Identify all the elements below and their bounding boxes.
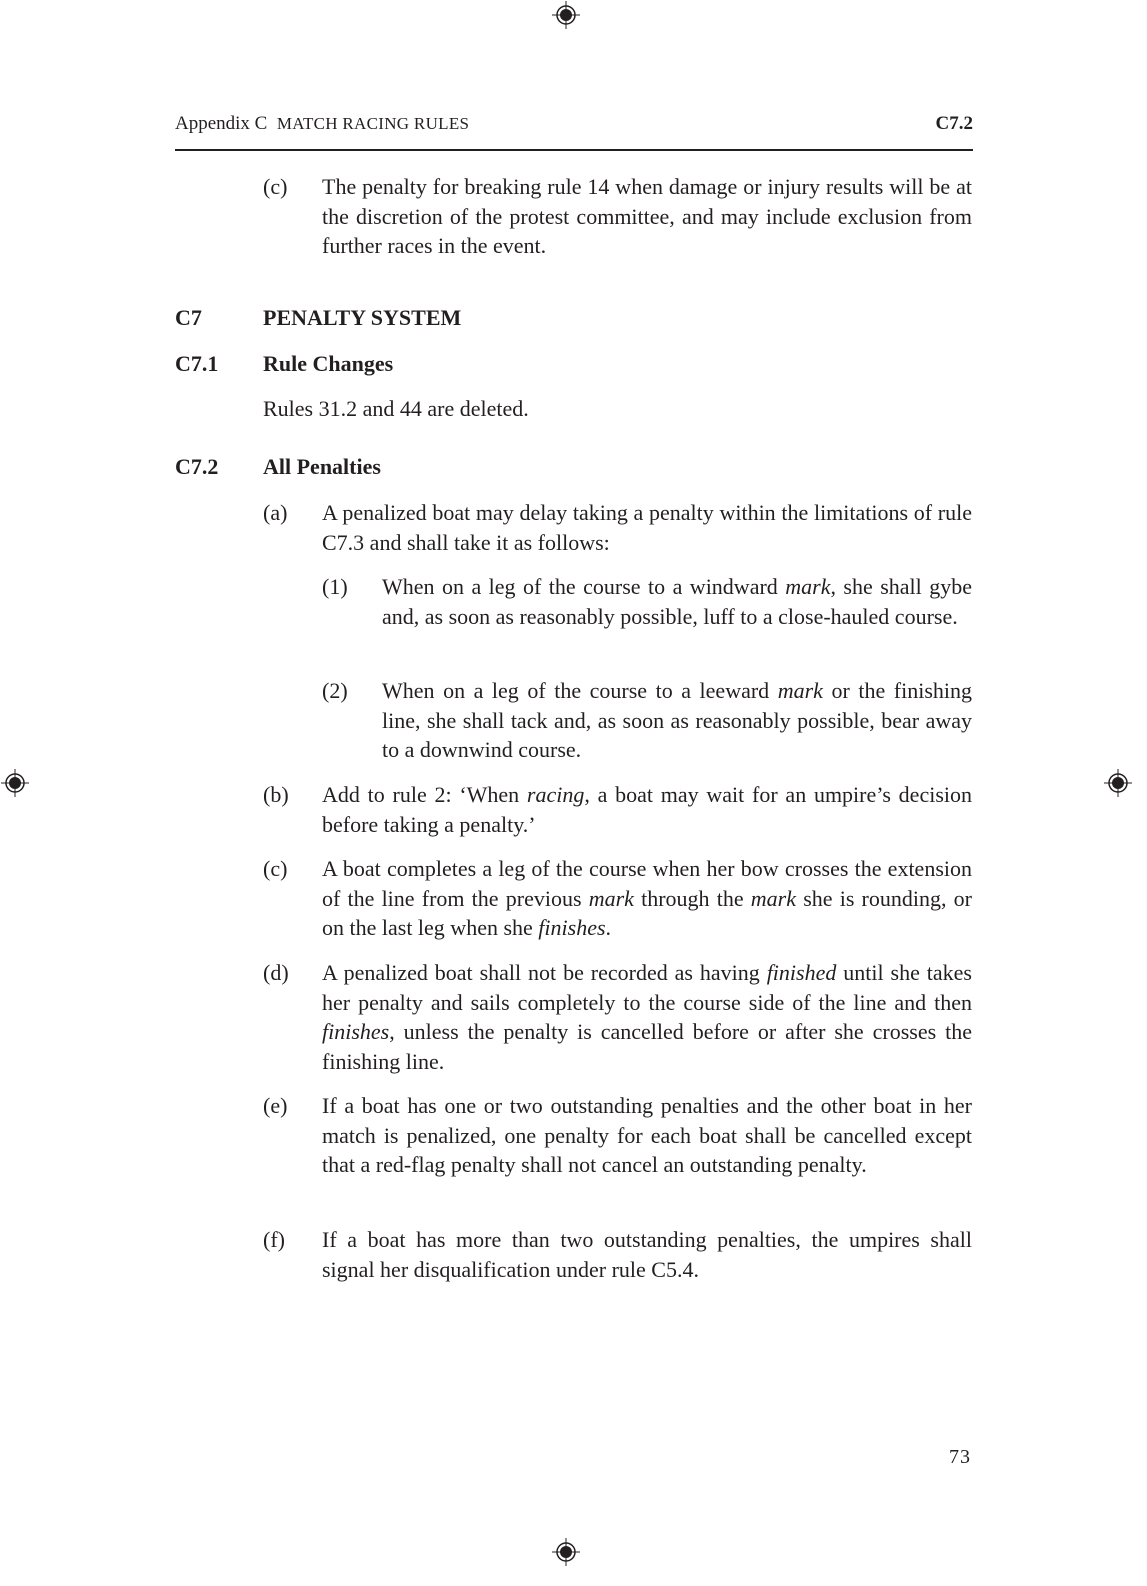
c7-1-text: Rules 31.2 and 44 are deleted. xyxy=(263,396,529,421)
text-run: When on a leg of the course to a windward xyxy=(382,574,786,599)
item-label: (e) xyxy=(263,1093,288,1118)
registration-mark-right xyxy=(1104,769,1132,797)
text-run: If a boat has more than two outstanding penalties, the umpires shall signal her disqualification under rule C5.4. xyxy=(322,1227,972,1282)
text-run: When on a leg of the course to a leeward xyxy=(382,678,778,703)
text-run: , she shall gybe and, as soon as reasonably possible, luff to a close-hauled course. xyxy=(382,574,972,629)
text-run: A boat completes a leg of the course when her bow crosses the extension of the line from the previous xyxy=(322,856,972,911)
defined-term: mark xyxy=(588,885,634,911)
item-label: (1) xyxy=(322,574,348,599)
defined-term: mark xyxy=(785,574,831,599)
heading-title: All Penalties xyxy=(263,454,381,479)
item-label: (b) xyxy=(263,782,289,807)
item-text xyxy=(322,958,972,1077)
defined-term: mark xyxy=(777,678,823,703)
header-section xyxy=(175,113,469,135)
registration-mark-left xyxy=(1,769,29,797)
text-run: A penalized boat shall not be recorded as having xyxy=(322,960,767,985)
item-text xyxy=(322,172,972,261)
header-divider xyxy=(175,149,973,151)
text-run: If a boat has one or two outstanding penalties and the other boat in her match is penalized, one penalty for each boat shall be cancelled except that a red-flag penalty shall not cancel an outstanding penalty. xyxy=(322,1093,972,1178)
defined-term: mark xyxy=(750,885,797,911)
defined-term: racing xyxy=(526,782,585,807)
text-run: , unless the penalty is cancelled before or after she crosses the finishing line. xyxy=(322,1019,972,1075)
text-run: or the finishing line, she shall tack and, as soon as reasonably possible, bear away to a downwind course. xyxy=(382,678,972,763)
item-label: (2) xyxy=(322,678,348,703)
heading-number: C7.2 xyxy=(175,454,219,479)
text-run: A penalized boat may delay taking a penalty within the limitations of rule C7.3 and shall take it as follows: xyxy=(322,500,972,555)
item-text xyxy=(322,1225,972,1284)
header-prefix: Appendix C xyxy=(175,113,268,134)
defined-term: finishes xyxy=(538,915,606,941)
item-text xyxy=(322,498,972,557)
heading-number: C7 xyxy=(175,305,202,330)
header-rule-number: C7.2 xyxy=(935,113,973,134)
text-run: The penalty for breaking rule 14 when damage or injury results will be at the discretion of the protest committee, and may include exclusion from further races in the event. xyxy=(322,174,972,259)
item-text xyxy=(322,1091,972,1180)
item-label: (d) xyxy=(263,960,289,985)
item-text xyxy=(322,854,972,943)
item-label: (a) xyxy=(263,500,288,525)
item-text xyxy=(382,676,972,765)
item-label: (c) xyxy=(263,174,288,199)
text-run: until she takes her penalty and sails completely to the course side of the line and then xyxy=(322,960,972,1015)
text-run: , a boat may wait for an umpire’s decision before taking a penalty.’ xyxy=(322,782,972,837)
text-run: . xyxy=(605,915,612,941)
defined-term: finishes xyxy=(322,1019,390,1045)
heading-title: PENALTY SYSTEM xyxy=(263,305,462,330)
item-text xyxy=(382,572,972,631)
registration-mark-top xyxy=(552,1,580,29)
text-run: she is rounding, or on the last leg when she xyxy=(322,885,973,941)
item-label: (c) xyxy=(263,856,288,881)
header-title: MATCH RACING RULES xyxy=(276,114,470,133)
item-text xyxy=(322,780,972,839)
heading-title: Rule Changes xyxy=(263,351,394,376)
page-number: 73 xyxy=(949,1446,971,1468)
text-run: through the xyxy=(633,885,751,911)
registration-mark-bottom xyxy=(552,1538,580,1566)
text-run: Add to rule 2: ‘When xyxy=(322,782,527,807)
item-label: (f) xyxy=(263,1227,285,1252)
heading-number: C7.1 xyxy=(175,351,219,376)
defined-term: finished xyxy=(766,960,837,985)
